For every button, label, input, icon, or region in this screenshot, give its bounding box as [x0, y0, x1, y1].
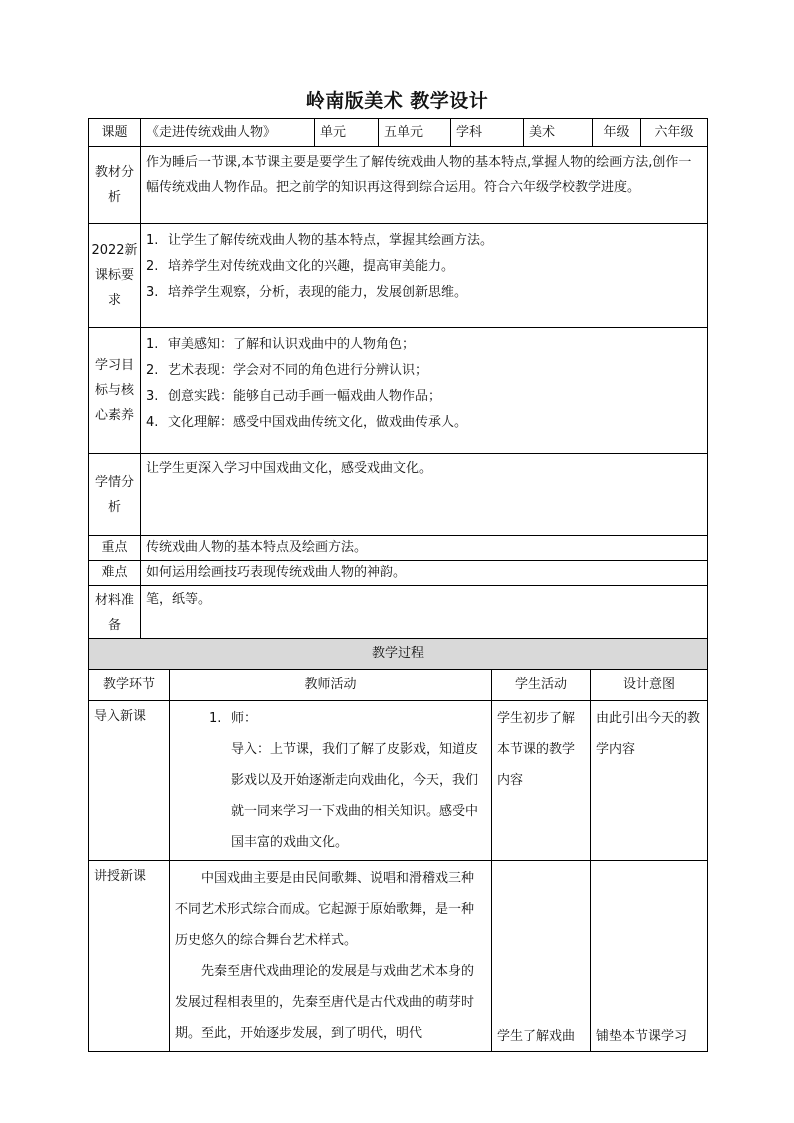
key-label: 重点 — [89, 536, 141, 561]
header-student: 学生活动 — [492, 670, 591, 701]
stage-new: 讲授新课 — [89, 861, 170, 1052]
subject-value: 美术 — [524, 119, 593, 147]
textbook-label: 教材分析 — [89, 147, 141, 224]
student-label: 学情分析 — [89, 454, 141, 536]
stage-intro: 导入新课 — [89, 701, 170, 861]
goals-item-number: 4. — [146, 415, 159, 430]
header-intent: 设计意图 — [591, 670, 708, 701]
standards-item-number: 3. — [146, 285, 159, 300]
goals-item-number: 1. — [146, 337, 159, 352]
teacher-intro — [170, 701, 492, 861]
goals-item-text: 创意实践：能够自己动手画一幅戏曲人物作品； — [168, 389, 442, 404]
grade-label: 年级 — [593, 119, 641, 147]
student-new: 学生了解戏曲 — [492, 861, 591, 1052]
standards-item-text: 让学生了解传统戏曲人物的基本特点，掌握其绘画方法。 — [168, 233, 494, 248]
intro-num: 1. — [209, 711, 222, 726]
standards-item — [146, 254, 702, 280]
topic-label: 课题 — [89, 119, 141, 147]
page-title: 岭南版美术 教学设计 — [305, 90, 489, 112]
materials-label: 材料准备 — [89, 586, 141, 641]
goals-item — [146, 358, 702, 384]
unit-value: 五单元 — [379, 119, 451, 147]
standards-item-number: 2. — [146, 259, 159, 274]
goals-item-text: 文化理解：感受中国戏曲传统文化，做戏曲传承人。 — [168, 415, 468, 430]
standards-item-text: 培养学生对传统戏曲文化的兴趣，提高审美能力。 — [168, 259, 455, 274]
goals-item — [146, 410, 702, 436]
intent-intro: 由此引出今天的教学内容 — [591, 701, 708, 861]
textbook-text: 作为睡后一节课,本节课主要是要学生了解传统戏曲人物的基本特点,掌握人物的绘画方法,创作一幅传统戏曲人物作品。把之前学的知识再这得到综合运用。符合六年级学校教学进度。 — [141, 147, 708, 224]
new-paragraph-2: 先秦至唐代戏曲理论的发展是与戏曲艺术本身的发展过程相表里的，先秦至唐代是古代戏曲的萌芽时期。至此，开始逐步发展，到了明代，明代 — [175, 964, 475, 1041]
teacher-new — [170, 861, 492, 1052]
intent-new: 铺垫本节课学习 — [591, 861, 708, 1052]
standards-item-number: 1. — [146, 233, 159, 248]
goals-item-number: 2. — [146, 363, 159, 378]
difficulty-label: 难点 — [89, 561, 141, 586]
goals-list — [141, 328, 708, 454]
goals-item-text: 审美感知：了解和认识戏曲中的人物角色； — [168, 337, 416, 352]
standards-label: 2022新课标要求 — [89, 224, 141, 328]
student-text: 让学生更深入学习中国戏曲文化，感受戏曲文化。 — [141, 454, 708, 536]
standards-item — [146, 280, 702, 306]
goals-item — [146, 332, 702, 358]
goals-item-number: 3. — [146, 389, 159, 404]
intro-text: 导入：上节课，我们了解了皮影戏，知道皮影戏以及开始逐渐走向戏曲化，今天，我们就一同来学习一下戏曲的相关知识。感受中国丰富的戏曲文化。 — [231, 742, 479, 850]
lesson-info-table — [88, 118, 708, 641]
standards-item — [146, 228, 702, 254]
grade-value: 六年级 — [641, 119, 708, 147]
standards-list — [141, 224, 708, 328]
topic-value: 《走进传统戏曲人物》 — [141, 119, 315, 147]
goals-item-text: 艺术表现：学会对不同的角色进行分辨认识； — [168, 363, 429, 378]
header-teacher: 教师活动 — [170, 670, 492, 701]
new-paragraph-1: 中国戏曲主要是由民间歌舞、说唱和滑稽戏三种不同艺术形式综合而成。它起源于原始歌舞，是一种历史悠久的综合舞台艺术样式。 — [175, 871, 475, 948]
materials-text: 笔，纸等。 — [141, 586, 708, 641]
intro-head: 师： — [231, 711, 258, 726]
goals-label: 学习目标与核心素养 — [89, 328, 141, 454]
header-stage: 教学环节 — [89, 670, 170, 701]
unit-label: 单元 — [315, 119, 379, 147]
key-text: 传统戏曲人物的基本特点及绘画方法。 — [141, 536, 708, 561]
goals-item — [146, 384, 702, 410]
subject-label: 学科 — [451, 119, 524, 147]
standards-item-text: 培养学生观察，分析，表现的能力，发展创新思维。 — [168, 285, 468, 300]
teaching-process-table — [88, 638, 708, 1052]
student-intro: 学生初步了解本节课的教学内容 — [492, 701, 591, 861]
difficulty-text: 如何运用绘画技巧表现传统戏曲人物的神韵。 — [141, 561, 708, 586]
process-title: 教学过程 — [89, 639, 708, 670]
